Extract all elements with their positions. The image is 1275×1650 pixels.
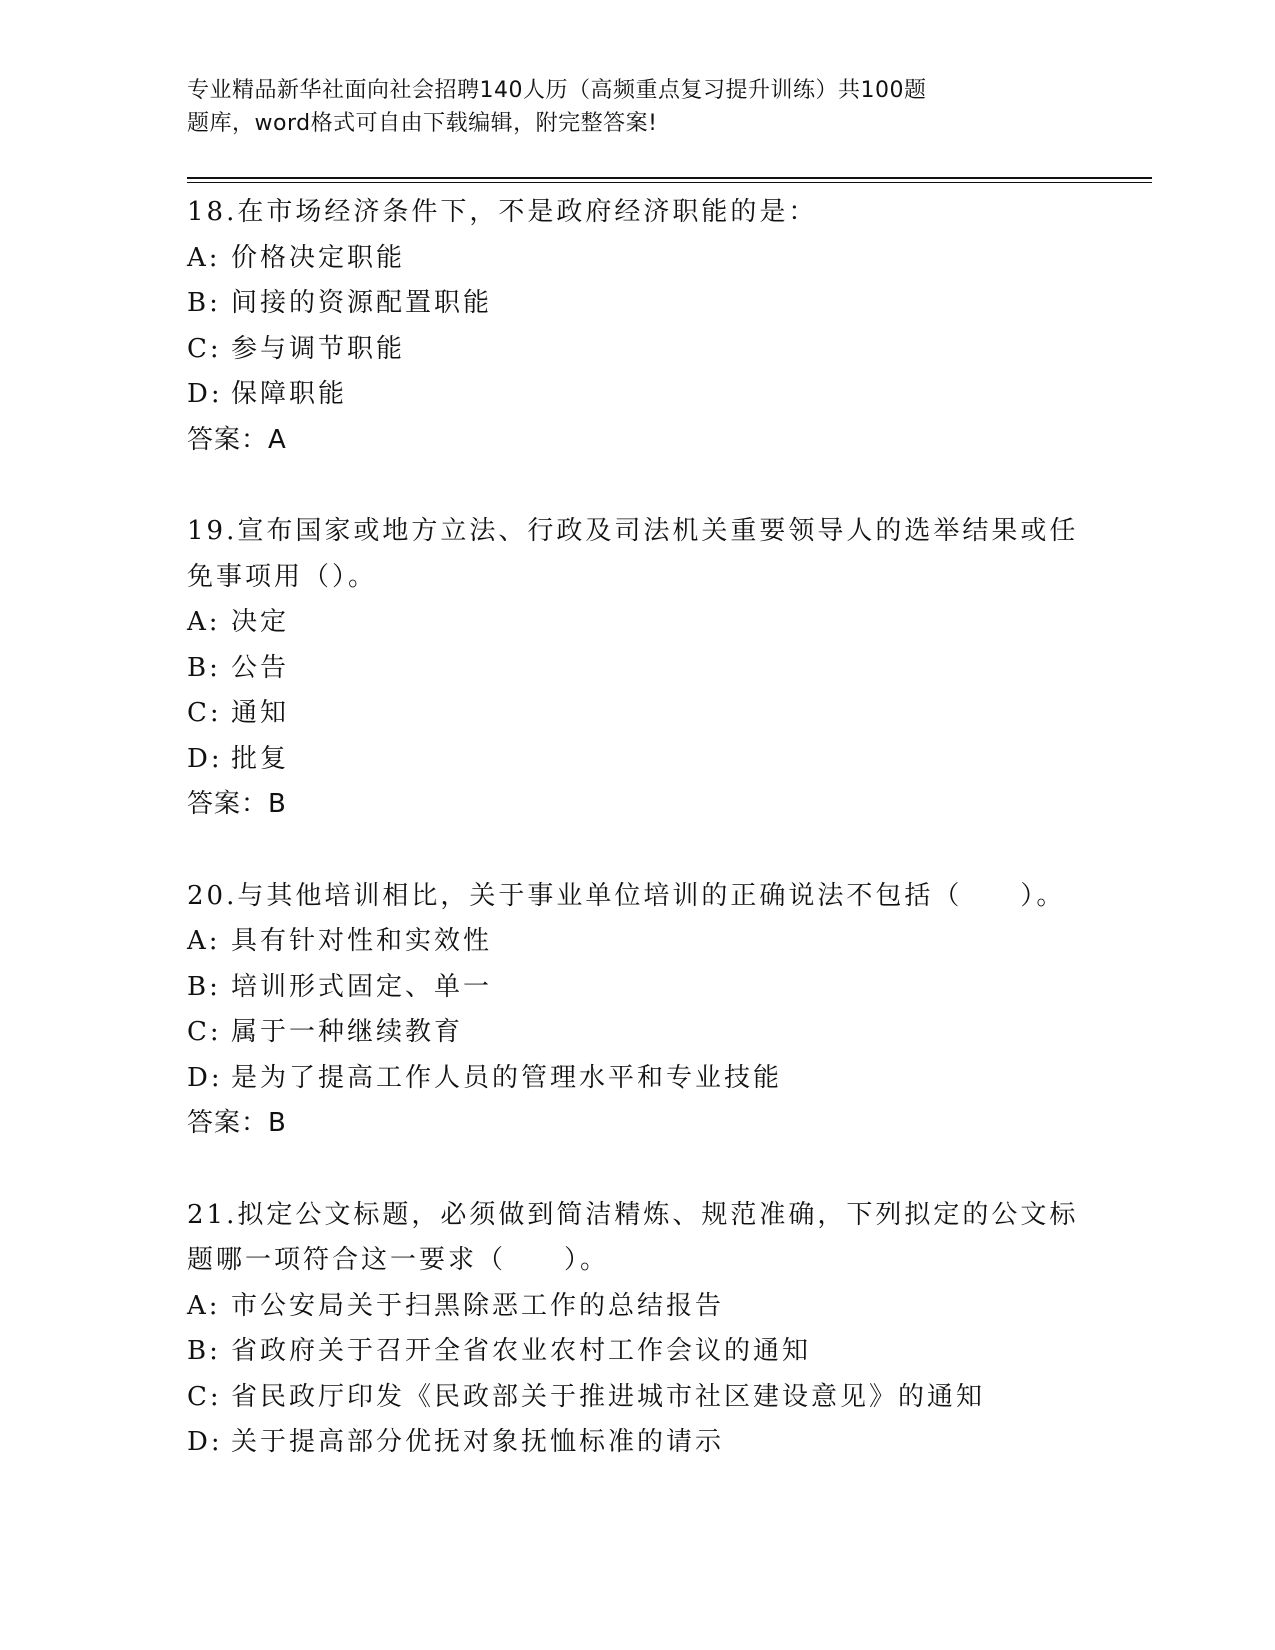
- answer-option: [187, 919, 1087, 965]
- option-text: 通知: [231, 698, 290, 728]
- question-block: [187, 190, 1087, 463]
- option-letter: C:: [187, 1381, 222, 1412]
- option-letter: D:: [187, 379, 223, 409]
- option-text: 批复: [231, 743, 290, 774]
- answer-key: 答案：B: [187, 1108, 287, 1138]
- answer-key: 答案：B: [187, 789, 287, 819]
- option-text: 决定: [231, 607, 290, 637]
- option-letter: D:: [187, 1427, 223, 1457]
- answer-option: [187, 327, 1087, 373]
- answer-option: [187, 236, 1087, 282]
- option-text: 关于提高部分优抚对象抚恤标准的请示: [231, 1427, 725, 1457]
- question-stem: 19.宣布国家或地方立法、行政及司法机关重要领导人的选举结果或任: [187, 516, 1079, 546]
- option-letter: C:: [187, 333, 222, 364]
- option-text: 培训形式固定、单一: [231, 971, 493, 1002]
- option-letter: C:: [187, 698, 222, 728]
- option-letter: A:: [187, 242, 221, 273]
- option-text: 价格决定职能: [231, 242, 406, 273]
- option-letter: B:: [187, 1336, 221, 1366]
- answer-option: [187, 737, 1087, 783]
- question-stem: 21.拟定公文标题，必须做到简洁精炼、规范准确，下列拟定的公文标: [187, 1199, 1079, 1230]
- header-line-1: 专业精品新华社面向社会招聘140人历（高频重点复习提升训练）共100题: [187, 78, 927, 103]
- option-letter: D:: [187, 1062, 223, 1093]
- answer-option: [187, 600, 1087, 646]
- answer-option: [187, 1284, 1087, 1330]
- question-stem: 18.在市场经济条件下，不是政府经济职能的是：: [187, 197, 818, 227]
- answer-option: [187, 1375, 1087, 1421]
- answer-option: [187, 1420, 1087, 1466]
- document-header: [187, 74, 1027, 140]
- question-block: [187, 509, 1087, 828]
- option-letter: C:: [187, 1017, 222, 1047]
- answer-option: [187, 1010, 1087, 1056]
- header-divider-thick: [187, 177, 1152, 179]
- option-text: 参与调节职能: [231, 333, 406, 364]
- header-line-2: 题库，word格式可自由下载编辑，附完整答案!: [187, 111, 658, 136]
- option-text: 保障职能: [231, 379, 348, 409]
- question-list: [187, 190, 1087, 1512]
- option-text: 公告: [231, 652, 290, 683]
- answer-option: [187, 1056, 1087, 1102]
- option-letter: B:: [187, 652, 221, 683]
- option-text: 具有针对性和实效性: [231, 926, 493, 956]
- answer-option: [187, 372, 1087, 418]
- question-block: [187, 874, 1087, 1147]
- answer-option: [187, 965, 1087, 1011]
- option-letter: B:: [187, 971, 221, 1002]
- option-text: 省民政厅印发《民政部关于推进城市社区建设意见》的通知: [231, 1381, 986, 1412]
- option-letter: D:: [187, 743, 223, 774]
- answer-option: [187, 691, 1087, 737]
- option-letter: A:: [187, 1290, 221, 1321]
- header-divider-thin: [187, 182, 1152, 183]
- option-letter: A:: [187, 607, 221, 637]
- option-text: 省政府关于召开全省农业农村工作会议的通知: [231, 1336, 812, 1366]
- question-stem: 题哪一项符合这一要求（ ）。: [187, 1245, 610, 1275]
- answer-key: 答案：A: [187, 424, 287, 455]
- question-stem: 免事项用（）。: [187, 561, 378, 592]
- question-stem: 20.与其他培训相比，关于事业单位培训的正确说法不包括（ ）。: [187, 880, 1066, 911]
- option-letter: B:: [187, 288, 221, 318]
- answer-option: [187, 646, 1087, 692]
- option-text: 市公安局关于扫黑除恶工作的总结报告: [231, 1290, 725, 1321]
- question-block: [187, 1193, 1087, 1466]
- answer-option: [187, 1329, 1087, 1375]
- answer-option: [187, 281, 1087, 327]
- option-text: 是为了提高工作人员的管理水平和专业技能: [231, 1062, 783, 1093]
- option-text: 间接的资源配置职能: [231, 288, 493, 318]
- option-letter: A:: [187, 926, 221, 956]
- option-text: 属于一种继续教育: [231, 1017, 464, 1047]
